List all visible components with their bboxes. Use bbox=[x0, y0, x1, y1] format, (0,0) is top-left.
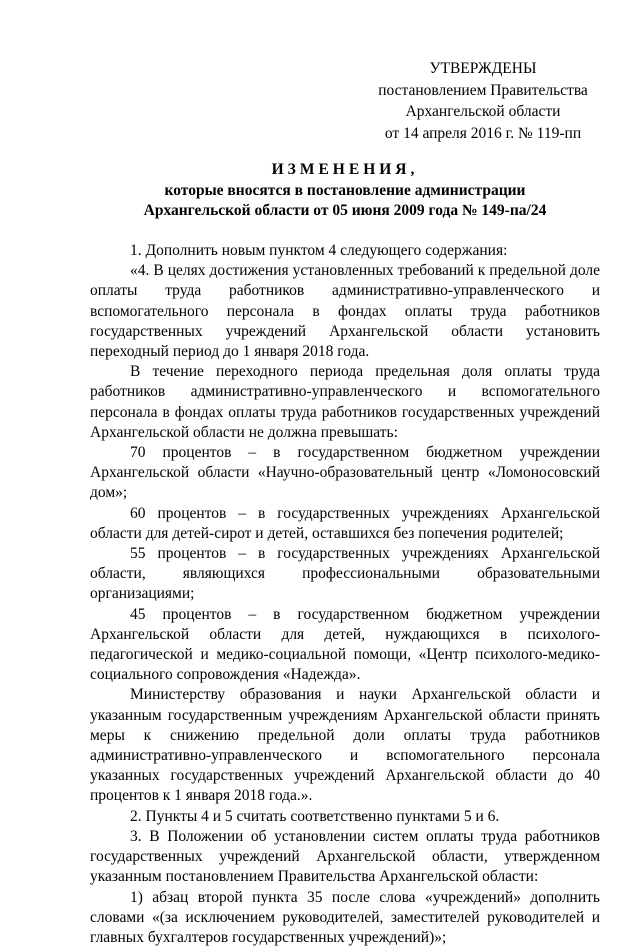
paragraph: 70 процентов – в государственном бюджетном учреждении Архангельской области «Научно-образовательный центр «Ломоносовский дом»; bbox=[90, 443, 600, 504]
paragraph: 2. Пункты 4 и 5 считать соответственно пунктами 5 и 6. bbox=[90, 807, 600, 827]
paragraph: 3. В Положении об установлении систем оплаты труда работников государственных учреждений Архангельской области, утвержденном указанным постановлением Правительства Архангельской области: bbox=[90, 827, 600, 888]
paragraph: В течение переходного периода предельная доля оплаты труда работников административно-управленческого и вспомогательного персонала в фондах оплаты труда работников государственных учреждений Архангельской области не должна превышать: bbox=[90, 362, 600, 443]
document-subtitle: Архангельской области от 05 июня 2009 года № 149-па/24 bbox=[90, 202, 600, 220]
approval-title: УТВЕРЖДЕНЫ bbox=[372, 58, 594, 80]
paragraph: 55 процентов – в государственных учреждениях Архангельской области, являющихся профессиональными образовательными организациями; bbox=[90, 544, 600, 605]
approval-line: постановлением Правительства bbox=[372, 80, 594, 102]
document-title: ИЗМЕНЕНИЯ, bbox=[90, 161, 600, 179]
paragraph: 1) абзац второй пункта 35 после слова «учреждений» дополнить словами «(за исключением руководителей, заместителей руководителей и главных бухгалтеров государственных учреждений)»; bbox=[90, 888, 600, 948]
paragraph: 45 процентов – в государственном бюджетном учреждении Архангельской области для детей, нуждающихся в психолого-педагогической и медико-социальной помощи, «Центр психолого-медико-социального сопровождения «Надежда». bbox=[90, 605, 600, 686]
paragraph: 1. Дополнить новым пунктом 4 следующего содержания: bbox=[90, 241, 600, 261]
paragraph: Министерству образования и науки Архангельской области и указанным государственным учреждениям Архангельской области принять меры к снижению предельной доли оплаты труда работников административно-управленческого и вспомогательного персонала указанных государственных учреждений Архангельской области до 40 процентов к 1 января 2018 года.». bbox=[90, 685, 600, 806]
paragraph: 60 процентов – в государственных учреждениях Архангельской области для детей-сирот и детей, оставшихся без попечения родителей; bbox=[90, 504, 600, 544]
approval-date: от 14 апреля 2016 г. № 119-пп bbox=[372, 123, 594, 145]
document-body bbox=[90, 241, 600, 948]
approval-stamp bbox=[372, 58, 594, 144]
paragraph: «4. В целях достижения установленных требований к предельной доле оплаты труда работников административно-управленческого и вспомогательного персонала в фондах оплаты труда работников государственных учреждений Архангельской области установить переходный период до 1 января 2018 года. bbox=[90, 261, 600, 362]
approval-line: Архангельской области bbox=[372, 101, 594, 123]
document-subtitle: которые вносятся в постановление администрации bbox=[90, 182, 600, 200]
